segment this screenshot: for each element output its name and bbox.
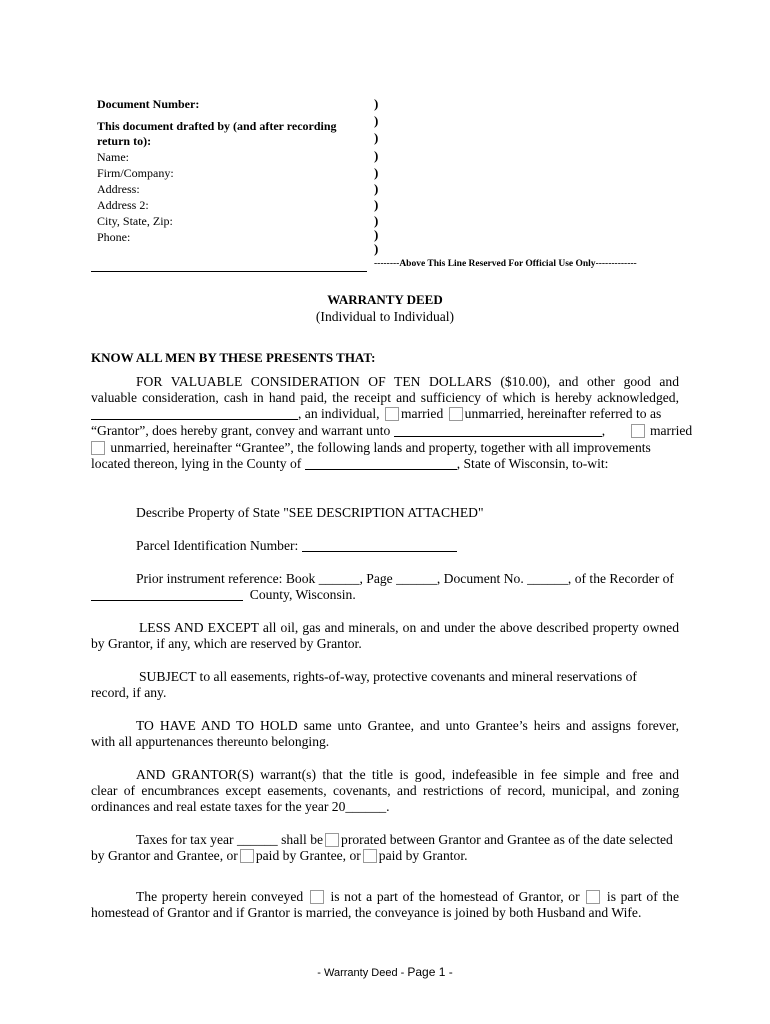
consideration-line-1: FOR VALUABLE CONSIDERATION OF TEN DOLLARS ($10.00), and other good and [136,374,679,389]
homestead-line-1: The property herein conveyed is not a part of the homestead of Grantor, or is part of the [136,889,679,904]
grantor-married-checkbox[interactable] [385,407,399,421]
drafted-by-label: This document drafted by (and after recording [97,119,337,133]
warranty-line-1: AND GRANTOR(S) warrant(s) that the title is good, indefeasible in fee simple and free and [136,767,679,782]
grantor-unmarried-checkbox[interactable] [449,407,463,421]
document-subtitle: (Individual to Individual) [315,309,455,324]
warranty-line-3: ordinances and real estate taxes for the year 20______. [91,799,390,814]
paren: ) [374,148,379,163]
document-title: WARRANTY DEED [327,292,443,307]
recording-divider-line [91,271,367,272]
subject-line-1: SUBJECT to all easements, rights-of-way, protective covenants and mineral reservations of [139,669,637,684]
consideration-line-2: valuable consideration, cash in hand paid, the receipt and sufficiency of which is hereby acknowledged, [91,390,679,405]
habendum-line-1: TO HAVE AND TO HOLD same unto Grantee, and unto Grantee’s heirs and assigns forever, [136,718,679,733]
address2-field-label: Address 2: [97,198,149,212]
taxes-line-1: Taxes for tax year ______ shall be prorated between Grantor and Grantee as of the date selected [136,832,673,847]
phone-field-label: Phone: [97,230,131,244]
know-all-heading: KNOW ALL MEN BY THESE PRESENTS THAT: [91,350,376,365]
prior-instrument-line-1: Prior instrument reference: Book ______, Page ______, Document No. ______, of the Recorder of [136,571,674,586]
drafted-by-label-cont: return to): [97,134,152,148]
taxes-paid-by-grantee-checkbox[interactable] [240,849,254,863]
taxes-prorated-checkbox[interactable] [325,833,339,847]
official-use-notice: --------Above This Line Reserved For Official Use Only------------- [374,259,637,269]
prior-instrument-line-2: County, Wisconsin. [91,587,356,603]
paren: ) [374,241,379,256]
paren: ) [374,113,379,128]
less-except-line-1: LESS AND EXCEPT all oil, gas and minerals, on and under the above described property owned [139,620,679,635]
city-state-zip-field-label: City, State, Zip: [97,214,173,228]
homestead-line-2: homestead of Grantor and if Grantor is married, the conveyance is joined by both Husband and Wife. [91,905,642,920]
grantor-name-blank[interactable] [91,407,298,420]
habendum-line-2: with all appurtenances thereunto belonging. [91,734,330,749]
parcel-id-line: Parcel Identification Number: [136,538,457,554]
prior-county-blank[interactable] [91,588,243,601]
property-description: Describe Property of State "SEE DESCRIPTION ATTACHED" [136,505,484,520]
parcel-id-blank[interactable] [302,539,457,552]
firm-field-label: Firm/Company: [97,166,174,180]
paren: ) [374,227,379,242]
consideration-line-3: , an individual, married unmarried, hereinafter referred to as [91,406,679,422]
subject-line-2: record, if any. [91,685,167,700]
is-homestead-checkbox[interactable] [586,890,600,904]
consideration-line-6: located thereon, lying in the County of , State of Wisconsin, to-wit: [91,456,609,471]
paren: ) [374,213,379,228]
grantee-unmarried-checkbox[interactable] [91,441,105,455]
taxes-paid-by-grantor-checkbox[interactable] [363,849,377,863]
paren: ) [374,197,379,212]
paren: ) [374,96,379,111]
paren: ) [374,130,379,145]
less-except-line-2: by Grantor, if any, which are reserved by Grantor. [91,636,362,651]
page-number: Page 1 - [407,965,453,979]
grantee-name-blank[interactable] [394,424,602,437]
document-number-label: Document Number: [97,97,200,111]
consideration-line-4: “Grantor”, does hereby grant, convey and warrant unto , married [91,423,693,438]
page-footer: - Warranty Deed - Page 1 - [317,965,453,979]
name-field-label: Name: [97,150,129,164]
address-field-label: Address: [97,182,140,196]
warranty-line-2: clear of encumbrances except easements, covenants, and restrictions of record, municipal, and zoning [91,783,679,798]
taxes-line-2: by Grantor and Grantee, or paid by Grantee, or paid by Grantor. [91,848,468,863]
grantee-married-checkbox[interactable] [631,424,645,438]
not-homestead-checkbox[interactable] [310,890,324,904]
paren: ) [374,165,379,180]
paren: ) [374,181,379,196]
county-blank[interactable] [305,457,457,470]
consideration-line-5: unmarried, hereinafter “Grantee”, the following lands and property, together with all improvements [91,440,679,456]
